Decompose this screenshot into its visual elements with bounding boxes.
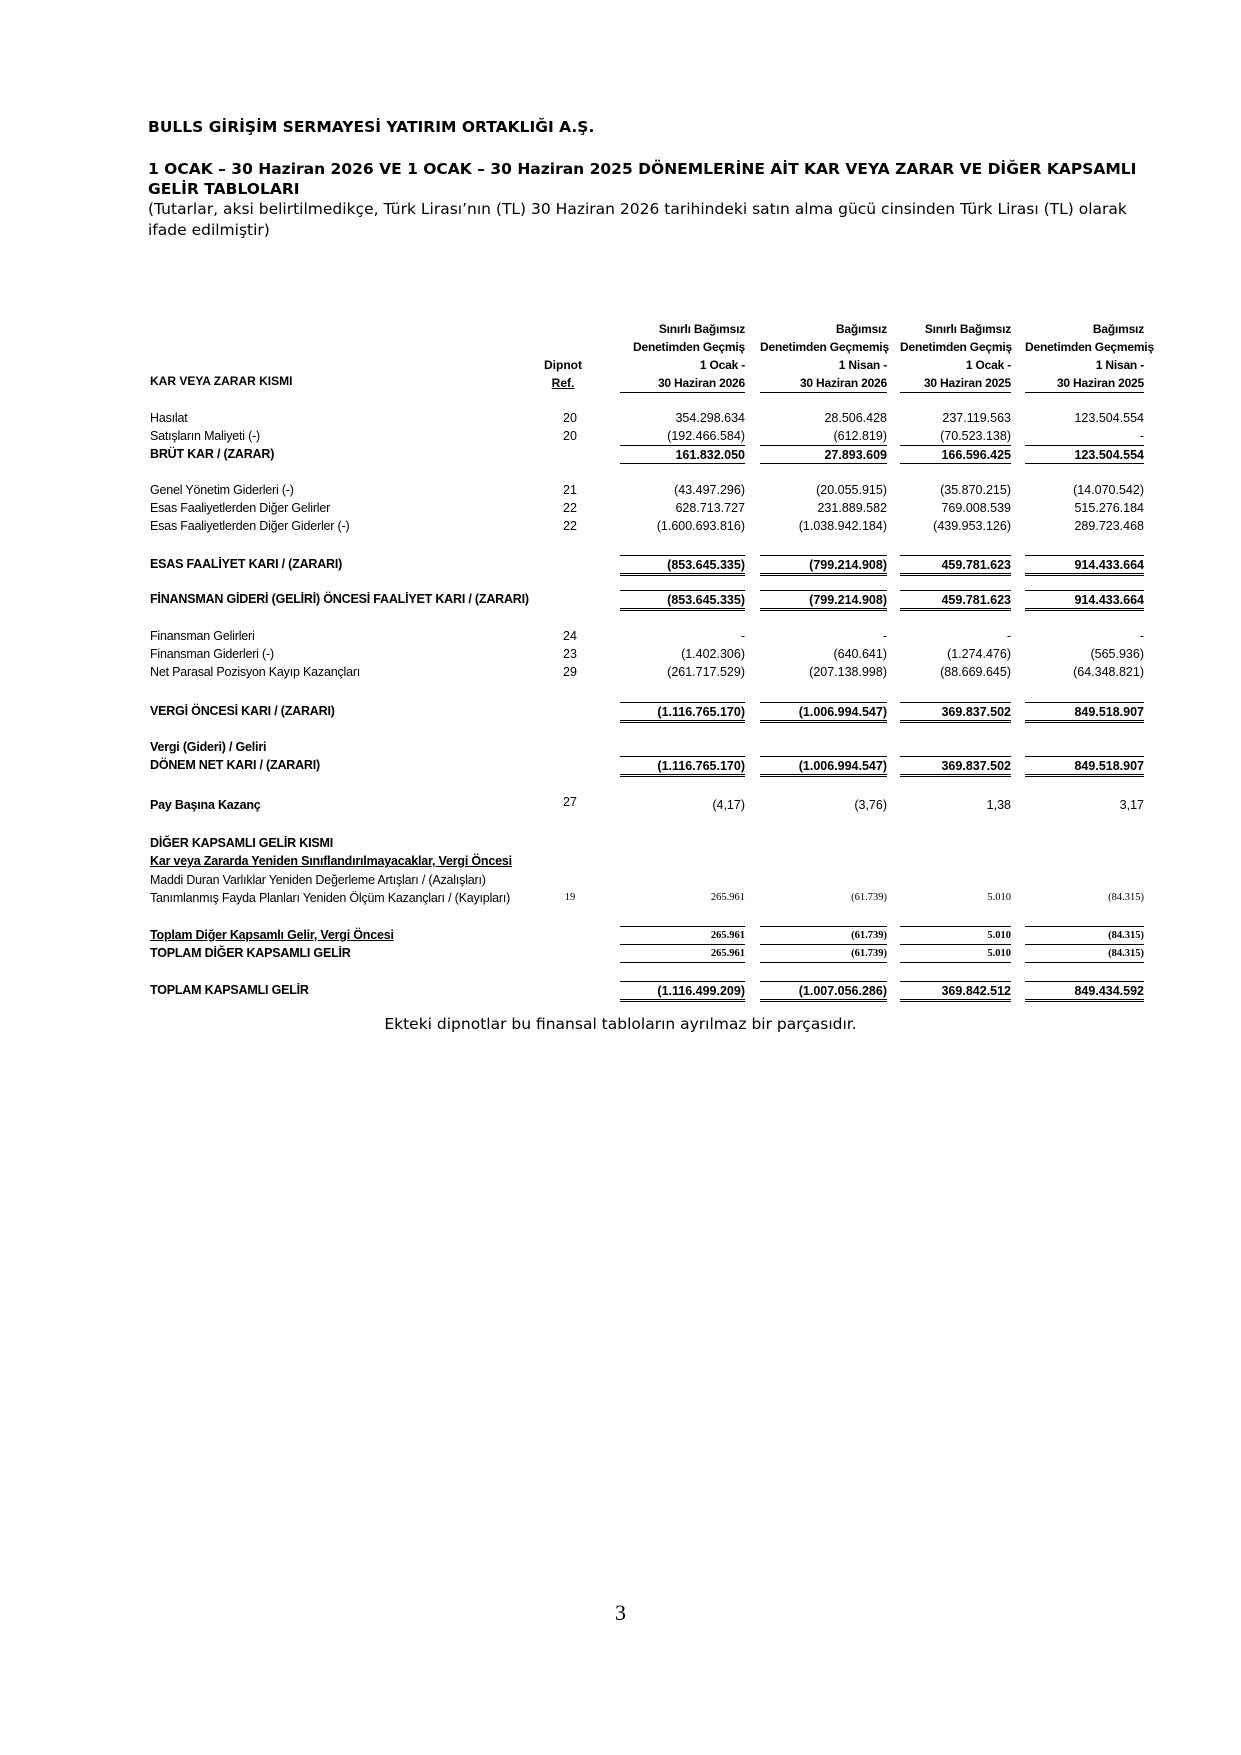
row-label: Esas Faaliyetlerden Diğer Giderler (-) xyxy=(150,519,350,533)
row-value: (565.936) xyxy=(1090,647,1144,661)
column-header-line: 1 Ocak - xyxy=(965,358,1011,372)
row-value: 628.713.727 xyxy=(675,501,745,515)
table-row xyxy=(150,481,1144,499)
row-value: 5.010 xyxy=(900,926,1011,944)
row-label: FİNANSMAN GİDERİ (GELİRİ) ÖNCESİ FAALİYET KARI / (ZARARI) xyxy=(150,592,529,606)
row-value: (1.600.693.816) xyxy=(656,519,745,533)
row-value: 369.837.502 xyxy=(900,702,1011,723)
row-value: (64.348.821) xyxy=(1073,665,1144,679)
row-label: BRÜT KAR / (ZARAR) xyxy=(150,447,275,461)
column-header-line: Bağımsız xyxy=(835,322,887,336)
statement-title: 1 OCAK – 30 Haziran 2026 VE 1 OCAK – 30 Haziran 2025 DÖNEMLERİNE AİT KAR VEYA ZARAR VE DİĞER KAPSAMLI GELİR TABLOLARI xyxy=(148,160,1137,198)
row-value: - xyxy=(1139,429,1144,443)
column-header-line: Sınırlı Bağımsız xyxy=(924,322,1011,336)
row-value: 914.433.664 xyxy=(1025,590,1144,611)
column-header-line: Denetimden Geçmemiş xyxy=(760,340,889,354)
column-header-line: Denetimden Geçmiş xyxy=(900,340,1012,354)
row-value: (84.315) xyxy=(1108,892,1144,903)
row-label: Net Parasal Pozisyon Kayıp Kazançları xyxy=(150,665,361,679)
row-ref: 20 xyxy=(563,411,577,425)
row-label: Finansman Gelirleri xyxy=(150,629,255,643)
row-label: TOPLAM DİĞER KAPSAMLI GELİR xyxy=(150,946,351,960)
row-value: - xyxy=(882,629,887,643)
row-value: 515.276.184 xyxy=(1074,501,1144,515)
column-header-line: Denetimden Geçmiş xyxy=(633,340,745,354)
row-value: 369.842.512 xyxy=(900,981,1011,1002)
row-value: 914.433.664 xyxy=(1025,555,1144,576)
row-value: 3,17 xyxy=(1119,798,1144,812)
row-value: (1.116.499.209) xyxy=(620,981,745,1002)
column-header-line: 1 Ocak - xyxy=(699,358,745,372)
table-row-subtotal xyxy=(150,756,1144,774)
column-header-line: Denetimden Geçmemiş xyxy=(1025,340,1154,354)
table-row xyxy=(150,499,1144,517)
row-value: (4,17) xyxy=(712,798,745,812)
row-value: 5.010 xyxy=(987,892,1011,903)
row-value: (20.055.915) xyxy=(816,483,887,497)
row-value: 849.518.907 xyxy=(1025,756,1144,777)
row-value: (853.645.335) xyxy=(620,555,745,576)
column-header-line: 1 Nisan - xyxy=(1095,358,1144,372)
row-value: - xyxy=(740,629,745,643)
dipnot-header xyxy=(540,356,586,392)
table-row-subtotal xyxy=(150,702,1144,720)
row-value: (1.402.306) xyxy=(681,647,745,661)
row-ref: 21 xyxy=(563,483,577,497)
row-value: (70.523.138) xyxy=(940,429,1011,443)
row-label: Kar veya Zararda Yeniden Sınıflandırılmayacaklar, Vergi Öncesi xyxy=(150,854,512,868)
row-value: (14.070.542) xyxy=(1073,483,1144,497)
row-value: 849.518.907 xyxy=(1025,702,1144,723)
row-value: 459.781.623 xyxy=(900,555,1011,576)
row-label: Genel Yönetim Giderleri (-) xyxy=(150,483,294,497)
dipnot-label: Dipnot xyxy=(544,358,582,372)
row-value: 459.781.623 xyxy=(900,590,1011,611)
row-value: (799.214.908) xyxy=(760,590,887,611)
row-value: (84.315) xyxy=(1025,926,1144,944)
row-value: (84.315) xyxy=(1025,944,1144,963)
row-value: 123.504.554 xyxy=(1074,411,1144,425)
row-ref: 27 xyxy=(563,795,577,809)
row-label: Vergi (Gideri) / Geliri xyxy=(150,740,267,754)
row-value: 231.889.582 xyxy=(817,501,887,515)
row-value: (3,76) xyxy=(854,798,887,812)
row-value: (43.497.296) xyxy=(674,483,745,497)
row-value: (1.006.994.547) xyxy=(760,756,887,777)
row-value: (61.739) xyxy=(760,944,887,963)
footnote: Ekteki dipnotlar bu finansal tabloların ayrılmaz bir parçasıdır. xyxy=(384,1015,857,1033)
company-name: BULLS GİRİŞİM SERMAYESİ YATIRIM ORTAKLIĞI A.Ş. xyxy=(148,118,595,136)
row-value: (439.953.126) xyxy=(933,519,1011,533)
row-label: Pay Başına Kazanç xyxy=(150,798,261,812)
column-header-2 xyxy=(760,320,887,393)
row-value: 28.506.428 xyxy=(824,411,887,425)
row-value: 369.837.502 xyxy=(900,756,1011,777)
row-label: ESAS FAALİYET KARI / (ZARARI) xyxy=(150,557,343,571)
table-row xyxy=(150,889,1144,907)
row-value: (1.006.994.547) xyxy=(760,702,887,723)
column-header-line: 30 Haziran 2025 xyxy=(900,374,1011,393)
row-value: 849.434.592 xyxy=(1025,981,1144,1002)
row-label: Esas Faaliyetlerden Diğer Gelirler xyxy=(150,501,331,515)
row-value: 265.961 xyxy=(620,926,745,944)
row-value: 354.298.634 xyxy=(675,411,745,425)
row-value: (1.274.476) xyxy=(947,647,1011,661)
table-row xyxy=(150,517,1144,535)
row-label: Finansman Giderleri (-) xyxy=(150,647,274,661)
ref-label: Ref. xyxy=(551,376,575,390)
row-value: (799.214.908) xyxy=(760,555,887,576)
column-header-line: 30 Haziran 2025 xyxy=(1025,374,1144,393)
table-row xyxy=(150,852,1144,870)
table-row-subtotal xyxy=(150,944,1144,962)
table-row-subtotal xyxy=(150,555,1144,573)
row-label: VERGİ ÖNCESİ KARI / (ZARARI) xyxy=(150,704,335,718)
row-label: DÖNEM NET KARI / (ZARARI) xyxy=(150,758,320,772)
row-label: DİĞER KAPSAMLI GELİR KISMI xyxy=(150,836,334,850)
row-value: (88.669.645) xyxy=(940,665,1011,679)
statement-subtitle: (Tutarlar, aksi belirtilmedikçe, Türk Lirası’nın (TL) 30 Haziran 2026 tarihindeki satın alma gücü cinsinden Türk Lirası (TL) olarak ifade edilmiştir) xyxy=(148,200,1127,239)
row-label: TOPLAM KAPSAMLI GELİR xyxy=(150,983,309,997)
row-value: (261.717.529) xyxy=(667,665,745,679)
row-label: Hasılat xyxy=(150,411,188,425)
table-row xyxy=(150,627,1144,645)
row-value: (61.739) xyxy=(851,892,887,903)
row-value: (192.466.584) xyxy=(667,429,745,443)
row-value: 769.008.539 xyxy=(941,501,1011,515)
row-value: 123.504.554 xyxy=(1025,445,1144,464)
table-row xyxy=(150,409,1144,427)
column-header-line: 30 Haziran 2026 xyxy=(620,374,745,393)
table-row xyxy=(150,427,1144,445)
row-value: 1,38 xyxy=(986,798,1011,812)
row-value: 237.119.563 xyxy=(942,411,1011,425)
row-value: 27.893.609 xyxy=(760,445,887,464)
column-header-line: 30 Haziran 2026 xyxy=(760,374,887,393)
table-row xyxy=(150,834,1144,852)
table-row xyxy=(150,871,1144,889)
table-row xyxy=(150,645,1144,663)
row-label: Satışların Maliyeti (-) xyxy=(150,429,261,443)
row-label: Maddi Duran Varlıklar Yeniden Değerleme Artışları / (Azalışları) xyxy=(150,873,486,887)
table-row-subtotal xyxy=(150,445,1144,463)
row-ref: 29 xyxy=(563,665,577,679)
row-value: (640.641) xyxy=(833,647,887,661)
row-value: (853.645.335) xyxy=(620,590,745,611)
row-ref: 22 xyxy=(563,519,577,533)
table-row xyxy=(150,738,1144,756)
column-header-4 xyxy=(1025,320,1154,393)
row-ref: 23 xyxy=(563,647,577,661)
section-header-profit-loss: KAR VEYA ZARAR KISMI xyxy=(150,374,293,388)
row-value: (1.038.942.184) xyxy=(798,519,887,533)
row-value: - xyxy=(1139,629,1144,643)
row-ref: 19 xyxy=(564,892,576,903)
row-value: (61.739) xyxy=(760,926,887,944)
row-value: 166.596.425 xyxy=(900,445,1011,464)
table-row xyxy=(150,796,1144,814)
column-header-line: Sınırlı Bağımsız xyxy=(658,322,745,336)
row-value: (35.870.215) xyxy=(940,483,1011,497)
column-header-line: 1 Nisan - xyxy=(838,358,887,372)
row-value: (612.819) xyxy=(833,429,887,443)
table-row xyxy=(150,663,1144,681)
row-value: (1.116.765.170) xyxy=(620,702,745,723)
column-header-3 xyxy=(900,320,1011,393)
row-value: (1.007.056.286) xyxy=(760,981,887,1002)
row-label: Toplam Diğer Kapsamlı Gelir, Vergi Öncesi xyxy=(150,928,394,942)
table-row-total xyxy=(150,981,1144,999)
row-value: 161.832.050 xyxy=(620,445,745,464)
row-value: (207.138.998) xyxy=(809,665,887,679)
row-ref: 24 xyxy=(563,629,577,643)
row-value: 265.961 xyxy=(620,944,745,963)
row-value: 5.010 xyxy=(900,944,1011,963)
row-label: Tanımlanmış Fayda Planları Yeniden Ölçüm Kazançları / (Kayıpları) xyxy=(150,891,511,905)
row-ref: 22 xyxy=(563,501,577,515)
row-value: - xyxy=(1006,629,1011,643)
row-ref: 20 xyxy=(563,429,577,443)
row-value: 265.961 xyxy=(710,892,745,903)
table-row-subtotal xyxy=(150,926,1144,944)
row-value: 289.723.468 xyxy=(1074,519,1144,533)
page-number: 3 xyxy=(615,1600,626,1625)
table-row-subtotal xyxy=(150,590,1144,608)
row-value: (1.116.765.170) xyxy=(620,756,745,777)
column-header-line: Bağımsız xyxy=(1092,322,1144,336)
column-header-1 xyxy=(620,320,745,393)
